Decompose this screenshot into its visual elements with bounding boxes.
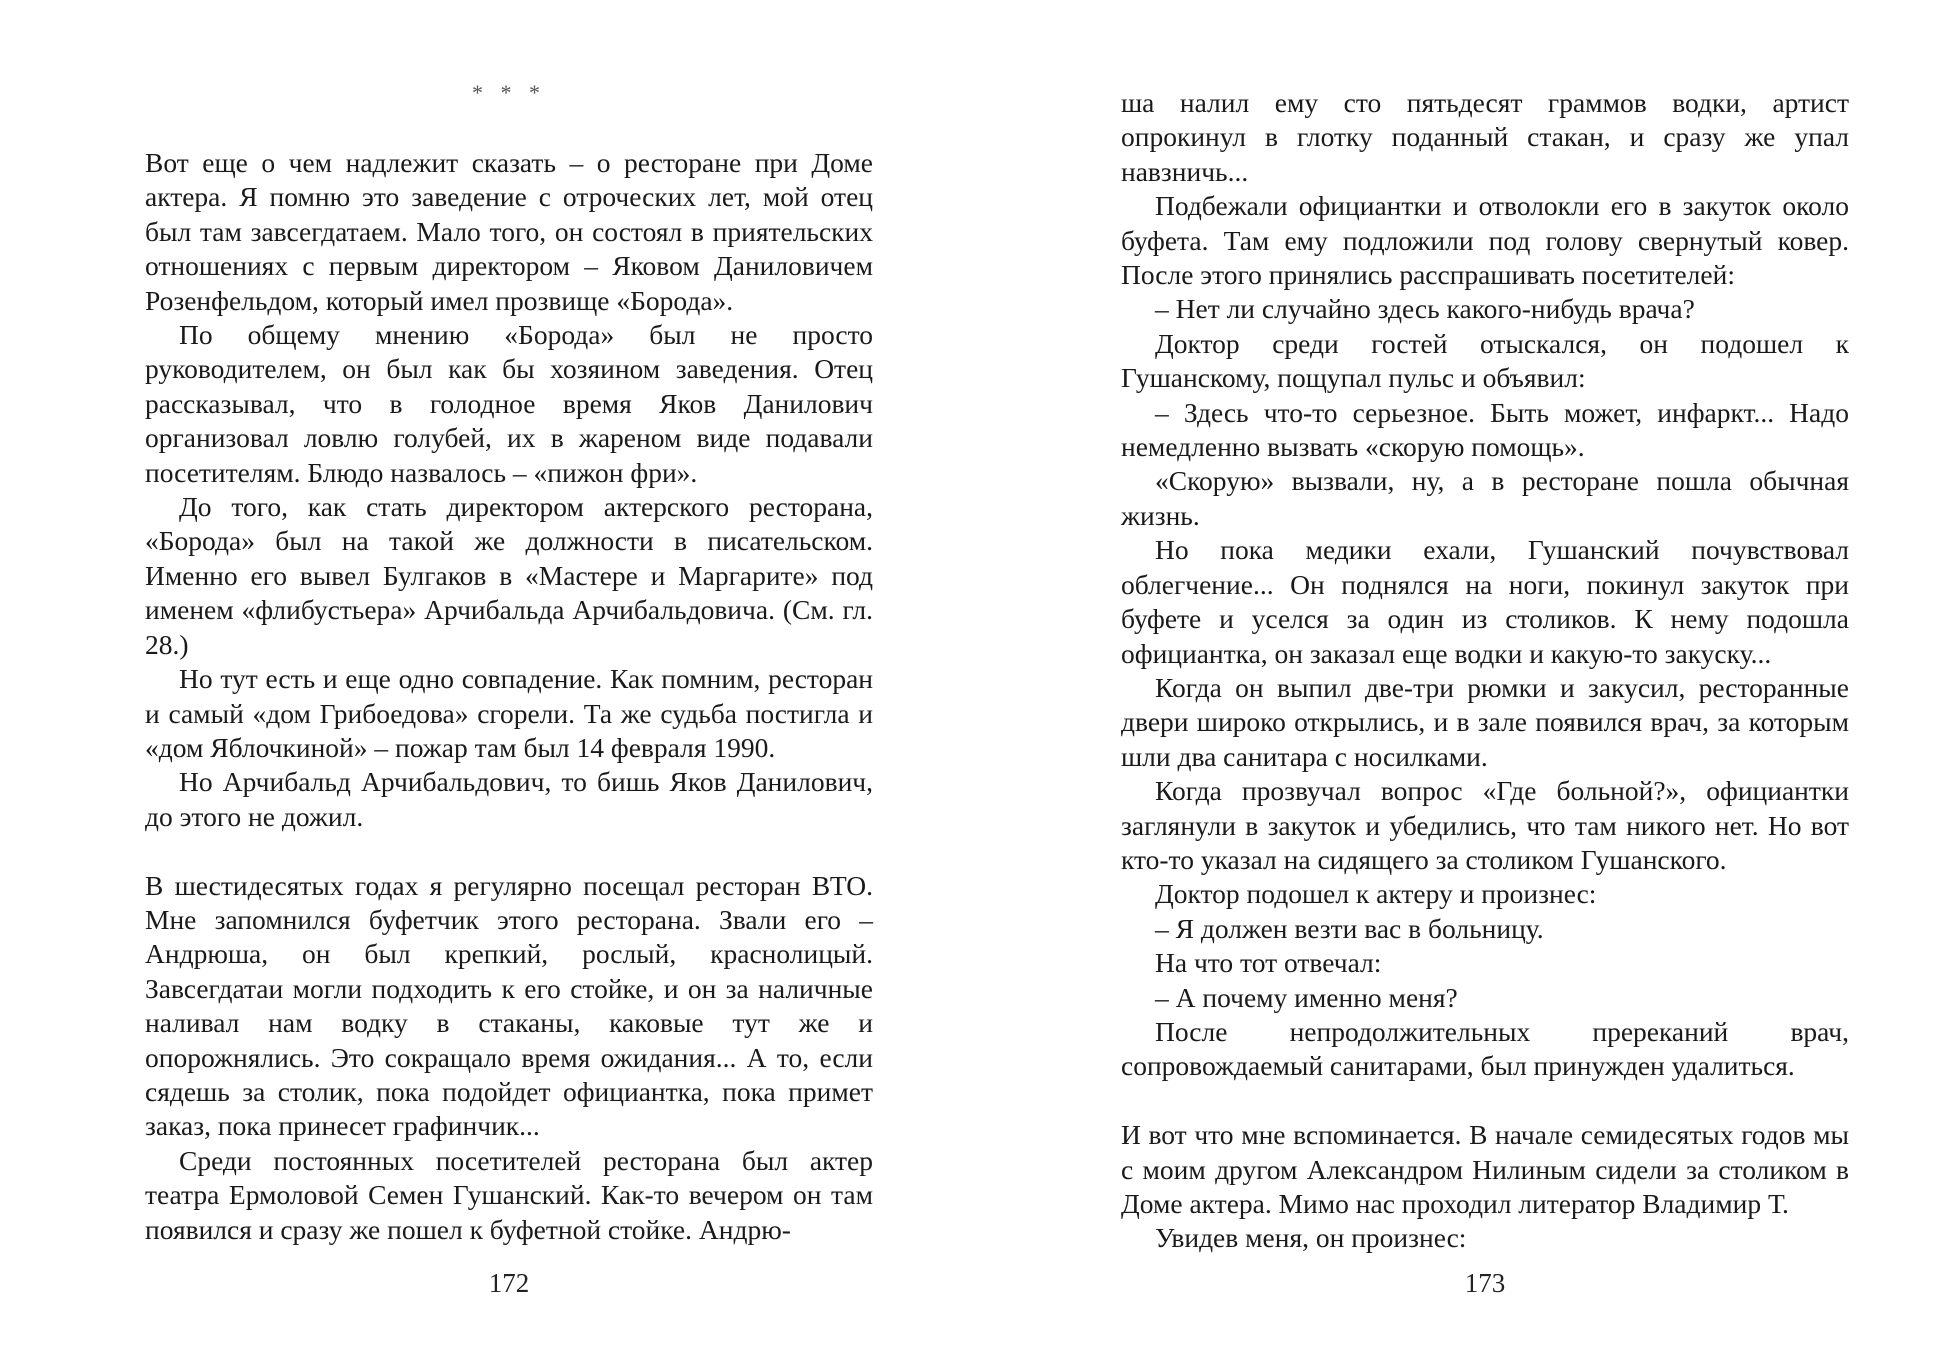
paragraph: ша налил ему сто пятьдесят граммов водки, артист опрокинул в глотку поданный стакан, и сразу же упал навзничь... (1121, 87, 1849, 187)
left-text-column (145, 146, 873, 1247)
paragraph: Но тут есть и еще одно совпадение. Как помним, ресторан и самый «дом Грибоедова» сгорели. Та же судьба постигла и «дом Яблочкиной» – пожар там был 14 февраля 1990. (145, 663, 873, 763)
page-number: 173 (1464, 1268, 1506, 1298)
paragraph: После непродолжительных пререканий врач, сопровождаемый санитарами, был принужден удалиться. (1121, 1015, 1849, 1082)
paragraph: «Скорую» вызвали, ну, а в ресторане пошла обычная жизнь. (1121, 465, 1849, 531)
paragraph: И вот что мне вспоминается. В начале семидесятых годов мы с моим другом Александром Нилиным сидели за столиком в Доме актера. Мимо нас проходил литератор Владимир Т. (1121, 1119, 1849, 1219)
paragraph: Но пока медики ехали, Гушанский почувствовал облегчение... Он поднялся на ноги, покинул закуток при буфете и уселся за один из столиков. К нему подошла официантка, он заказал еще водки и какую-то закуску... (1121, 534, 1849, 669)
paragraph: Доктор подошел к актеру и произнес: (1155, 878, 1597, 910)
paragraph: – А почему именно меня? (1155, 981, 1458, 1013)
paragraph: Вот еще о чем надлежит сказать – о ресторане при Доме актера. Я помню это заведение с отроческих лет, мой отец был там завсегдатаем. Мало того, он состоял в приятельских отношениях с первым директором – Яковом Даниловичем Розенфельдом, который имел прозвище «Борода». (145, 147, 873, 316)
paragraph: По общему мнению «Борода» был не просто руководителем, он был как бы хозяином заведения. Отец рассказывал, что в голодное время Яков Данилович организовал ловлю голубей, их в жареном виде подавали посетителям. Блюдо назвалось – «пижон фри». (145, 319, 873, 488)
paragraph: – Здесь что-то серьезное. Быть может, инфаркт... Надо немедленно вызвать «скорую помощь». (1121, 396, 1849, 463)
paragraph: Увидев меня, он произнес: (1155, 1222, 1467, 1254)
paragraph: – Нет ли случайно здесь какого-нибудь врача? (1155, 293, 1695, 325)
paragraph: В шестидесятых годах я регулярно посещал ресторан ВТО. Мне запомнился буфетчик этого ресторана. Звали его – Андрюша, он был крепкий, рослый, краснолицый. Завсегдатаи могли подходить к его стойке, и он за наличные наливал нам водку в стаканы, каковые тут же и опорожнялись. Это сокращало время ожидания... А то, если сядешь за столик, пока подойдет официантка, пока примет заказ, пока принесет графинчик... (145, 869, 873, 1142)
paragraph: Подбежали официантки и отволокли его в закуток около буфета. Там ему подложили под голову свернутый ковер. После этого принялись расспрашивать посетителей: (1121, 190, 1849, 291)
right-text-column (1121, 86, 1849, 1256)
page-number: 172 (488, 1268, 530, 1298)
paragraph: Когда он выпил две-три рюмки и закусил, ресторанные двери широко открылись, и в зале появился врач, за которым шли два санитара с носилками. (1121, 671, 1849, 772)
paragraph: До того, как стать директором актерского ресторана, «Борода» был на такой же должности в писательском. Именно его вывел Булгаков в «Мастере и Маргарите» под именем «флибустьера» Арчибальда Арчибальдовича. (См. гл. 28.) (145, 491, 873, 660)
section-ornament: * * * (472, 80, 546, 105)
paragraph: На что тот отвечал: (1155, 947, 1382, 979)
paragraph: – Я должен везти вас в больницу. (1155, 912, 1544, 944)
paragraph: Но Арчибальд Арчибальдович, то бишь Яков Данилович, до этого не дожил. (145, 766, 873, 832)
paragraph: Среди постоянных посетителей ресторана был актер театра Ермоловой Семен Гушанский. Как-то вечером он там появился и сразу же пошел к буфетной стойке. Андрю- (145, 1144, 873, 1245)
paragraph: Доктор среди гостей отыскался, он подошел к Гушанскому, пощупал пульс и объявил: (1121, 327, 1849, 394)
paragraph: Когда прозвучал вопрос «Где больной?», официантки заглянули в закуток и убедились, что там никого нет. Но вот кто-то указал на сидящего за столиком Гушанского. (1121, 775, 1849, 875)
right-page (973, 0, 1946, 1357)
